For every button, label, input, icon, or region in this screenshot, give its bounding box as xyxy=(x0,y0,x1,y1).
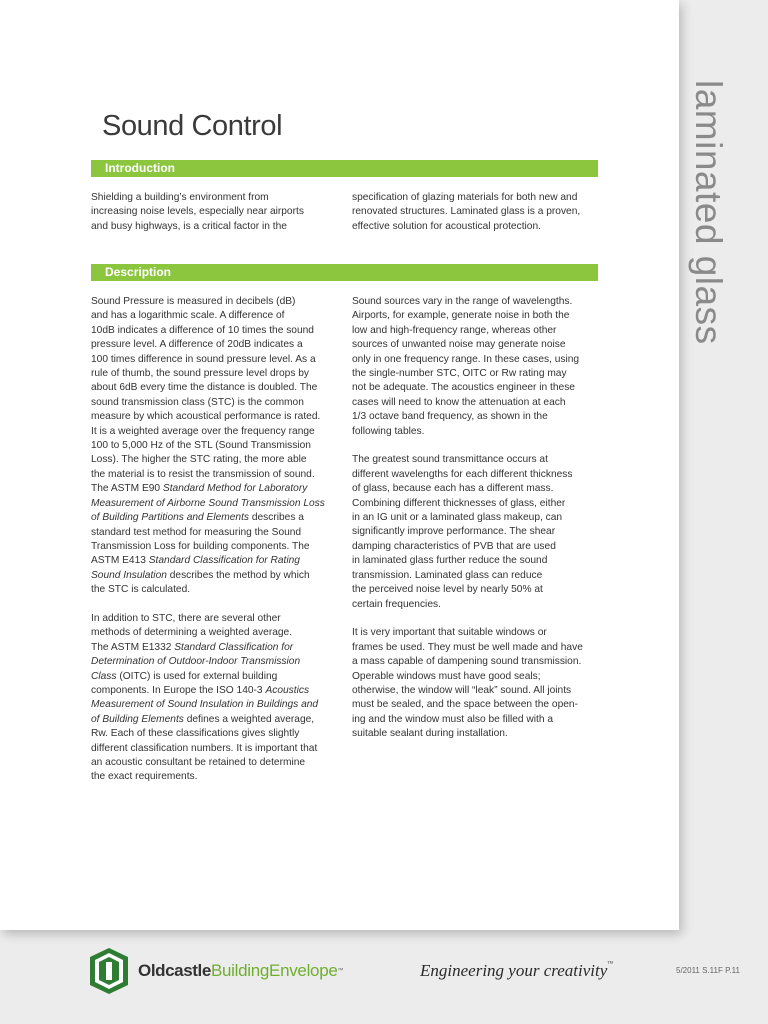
text-segment: standard test method for measuring the Sound xyxy=(91,526,302,538)
text-segment: Sound Pressure is measured in decibels (dB) xyxy=(91,296,296,307)
text-line xyxy=(91,583,338,597)
trademark-symbol: ™ xyxy=(607,961,614,967)
text-line: renovated structures. Laminated glass is a proven, xyxy=(352,206,581,218)
text-segment: In addition to STC, there are several other xyxy=(91,612,281,624)
paragraph-gap xyxy=(91,598,338,612)
text-line xyxy=(352,583,599,597)
text-line xyxy=(352,641,599,655)
text-line xyxy=(91,698,338,712)
text-line xyxy=(91,670,338,684)
text-line xyxy=(91,612,338,626)
tagline-text: Engineering your creativity xyxy=(420,961,608,980)
text-segment: about 6dB every time the distance is doubled. The xyxy=(91,382,318,394)
italic-text: of Building Partitions and Elements xyxy=(91,512,249,524)
text-line xyxy=(91,497,338,511)
text-segment: ASTM E413 xyxy=(91,555,149,567)
text-segment: 100 times difference in sound pressure level. As a xyxy=(91,353,316,365)
text-line xyxy=(91,338,338,352)
text-line xyxy=(352,295,599,309)
tagline xyxy=(420,961,613,981)
text-line xyxy=(91,641,338,655)
text-line xyxy=(352,353,599,367)
text-segment: Airports, for example, generate noise in both the xyxy=(352,310,570,322)
text-line xyxy=(352,367,599,381)
trademark-symbol: ™ xyxy=(337,968,344,974)
text-segment: and has a logarithmic scale. A difference of xyxy=(91,310,285,322)
text-segment: otherwise, the window will “leak” sound. All joints xyxy=(352,684,572,696)
text-segment: damping characteristics of PVB that are used xyxy=(352,540,556,552)
text-segment: The ASTM E1332 xyxy=(91,641,175,653)
text-line xyxy=(352,598,599,612)
text-segment: 100 to 5,000 Hz of the STL (Sound Transmission xyxy=(91,440,311,452)
text-line xyxy=(352,482,599,496)
text-line xyxy=(91,353,338,367)
text-segment: not be adequate. The acoustics engineer in these xyxy=(352,382,575,394)
text-line xyxy=(91,425,338,439)
italic-text: Standard Classification for Rating xyxy=(148,555,300,567)
text-segment: only in one frequency range. In these cases, using xyxy=(352,353,580,365)
italic-text: of Building Elements xyxy=(91,713,184,725)
text-line xyxy=(91,655,338,669)
text-line xyxy=(91,367,338,381)
text-line xyxy=(91,410,338,424)
text-line: increasing noise levels, especially near airports xyxy=(91,206,304,218)
text-line xyxy=(91,626,338,640)
text-segment: the exact requirements. xyxy=(91,771,198,783)
text-line xyxy=(352,525,599,539)
description-left-column xyxy=(91,295,338,785)
text-line xyxy=(352,468,599,482)
text-segment: defines a weighted average, xyxy=(183,713,315,725)
text-line xyxy=(352,511,599,525)
text-line xyxy=(91,770,338,784)
side-title: laminated glass xyxy=(688,80,729,345)
text-line: effective solution for acoustical protection. xyxy=(352,220,541,232)
section-header-introduction xyxy=(91,160,598,177)
text-segment: different classification numbers. It is important that xyxy=(91,742,318,754)
italic-text: Determination of Outdoor-Indoor Transmission xyxy=(91,656,301,668)
text-segment: rule of thumb, the sound pressure level drops by xyxy=(91,368,310,380)
brand-name-bold: Oldcastle xyxy=(138,961,211,980)
brand-name-light: BuildingEnvelope xyxy=(210,961,338,980)
text-line xyxy=(352,338,599,352)
text-line xyxy=(352,684,599,698)
text-segment: low and high-frequency range, whereas other xyxy=(352,324,557,336)
text-segment: of glass, because each has a different mass. xyxy=(352,483,554,495)
intro-right-column xyxy=(352,191,599,234)
text-line xyxy=(352,396,599,410)
text-segment: in laminated glass further reduce the sound xyxy=(352,555,548,567)
text-line xyxy=(91,713,338,727)
text-line xyxy=(352,569,599,583)
text-segment: Sound sources vary in the range of wavelengths. xyxy=(352,296,573,307)
text-line xyxy=(352,540,599,554)
text-segment: components. In Europe the ISO 140-3 xyxy=(91,684,266,696)
text-line: specification of glazing materials for both new and xyxy=(352,192,578,203)
text-segment: following tables. xyxy=(352,425,425,437)
text-line xyxy=(352,626,599,640)
text-segment: ing and the window must also be filled with a xyxy=(352,713,554,725)
text-segment: sound transmission class (STC) is the common xyxy=(91,396,304,408)
text-segment: different wavelengths for each different thickness xyxy=(352,468,573,480)
text-line xyxy=(91,526,338,540)
italic-text: Sound Insulation xyxy=(91,569,167,581)
italic-text: Class xyxy=(91,670,117,682)
text-line xyxy=(91,756,338,770)
text-segment: Operable windows must have good seals; xyxy=(352,670,541,682)
text-line xyxy=(91,468,338,482)
text-segment: certain frequencies. xyxy=(352,598,441,610)
text-segment: methods of determining a weighted average. xyxy=(91,627,293,639)
text-line xyxy=(91,295,338,309)
section-label: Introduction xyxy=(105,161,175,175)
text-segment: in an IG unit or a laminated glass makeup, can xyxy=(352,512,563,524)
text-segment: It is a weighted average over the frequency range xyxy=(91,425,315,437)
text-line xyxy=(352,713,599,727)
text-segment: the single-number STC, OITC or Rw rating may xyxy=(352,368,567,380)
text-line xyxy=(352,727,599,741)
text-segment: Transmission Loss for building components. The xyxy=(91,540,310,552)
paragraph-gap xyxy=(352,439,599,453)
text-segment: an acoustic consultant be retained to determine xyxy=(91,756,306,768)
text-line xyxy=(91,569,338,583)
text-segment: the material is to resist the transmission of sound. xyxy=(91,468,315,480)
text-line xyxy=(91,381,338,395)
text-line xyxy=(352,655,599,669)
italic-text: Standard Method for Laboratory xyxy=(162,483,308,495)
text-segment: Combining different thicknesses of glass, either xyxy=(352,497,566,509)
text-segment: describes the method by which xyxy=(166,569,310,581)
text-segment: must be sealed, and the space between the open- xyxy=(352,699,578,711)
text-line xyxy=(91,396,338,410)
text-line xyxy=(352,410,599,424)
description-right-column xyxy=(352,295,599,742)
text-line xyxy=(91,482,338,496)
text-line xyxy=(352,698,599,712)
text-line xyxy=(91,324,338,338)
text-line xyxy=(91,309,338,323)
text-segment: 1/3 octave band frequency, as shown in the xyxy=(352,411,548,423)
text-line: and busy highways, is a critical factor in the xyxy=(91,220,287,232)
text-segment: Loss). The higher the STC rating, the more able xyxy=(91,454,307,466)
text-segment: (OITC) is used for external building xyxy=(116,670,278,682)
intro-left-column xyxy=(91,191,338,234)
text-segment: The ASTM E90 xyxy=(91,483,163,495)
text-segment: measure by which acoustical performance is rated. xyxy=(91,411,321,423)
text-line: Shielding a building’s environment from xyxy=(91,192,269,203)
page-title: Sound Control xyxy=(102,110,283,142)
text-segment: describes a xyxy=(249,512,304,524)
text-line xyxy=(352,554,599,568)
text-segment: Rw. Each of these classifications gives slightly xyxy=(91,728,300,740)
footer-page-code: 5/2011 S.11F P.11 xyxy=(676,966,740,975)
italic-text: Acoustics xyxy=(265,684,310,696)
text-line xyxy=(352,324,599,338)
text-segment: The greatest sound transmittance occurs at xyxy=(352,454,548,466)
text-segment: the perceived noise level by nearly 50% at xyxy=(352,584,543,596)
text-segment: the STC is calculated. xyxy=(91,584,191,596)
paragraph-gap xyxy=(352,612,599,626)
section-label: Description xyxy=(105,265,172,279)
text-segment: pressure level. A difference of 20dB indicates a xyxy=(91,339,303,351)
text-line xyxy=(91,511,338,525)
italic-text: Measurement of Sound Insulation in Buildings and xyxy=(91,699,319,711)
section-header-description xyxy=(91,264,598,281)
text-segment: cases will need to know the attenuation at each xyxy=(352,396,566,408)
text-segment: transmission. Laminated glass can reduce xyxy=(352,569,543,581)
italic-text: Standard Classification for xyxy=(174,641,294,653)
italic-text: Measurement of Airborne Sound Transmission Loss xyxy=(91,497,325,509)
text-line xyxy=(352,425,599,439)
text-line xyxy=(352,381,599,395)
text-line xyxy=(91,742,338,756)
text-line xyxy=(352,670,599,684)
text-segment: significantly improve performance. The shear xyxy=(352,526,556,538)
text-line xyxy=(352,497,599,511)
text-segment: a mass capable of dampening sound transmission. xyxy=(352,656,582,668)
brand-wordmark xyxy=(138,960,344,982)
text-line xyxy=(91,684,338,698)
text-segment: frames be used. They must be well made and have xyxy=(352,641,583,653)
text-line xyxy=(352,453,599,467)
text-segment: suitable sealant during installation. xyxy=(352,728,508,740)
text-segment: 10dB indicates a difference of 10 times the sound xyxy=(91,324,314,336)
text-segment: sources of unwanted noise may generate noise xyxy=(352,339,566,351)
text-line xyxy=(91,540,338,554)
text-line xyxy=(91,439,338,453)
text-segment: It is very important that suitable windows or xyxy=(352,627,547,639)
text-line xyxy=(91,453,338,467)
text-line xyxy=(91,727,338,741)
text-line xyxy=(352,309,599,323)
oldcastle-logo-icon xyxy=(90,948,128,994)
text-line xyxy=(91,554,338,568)
